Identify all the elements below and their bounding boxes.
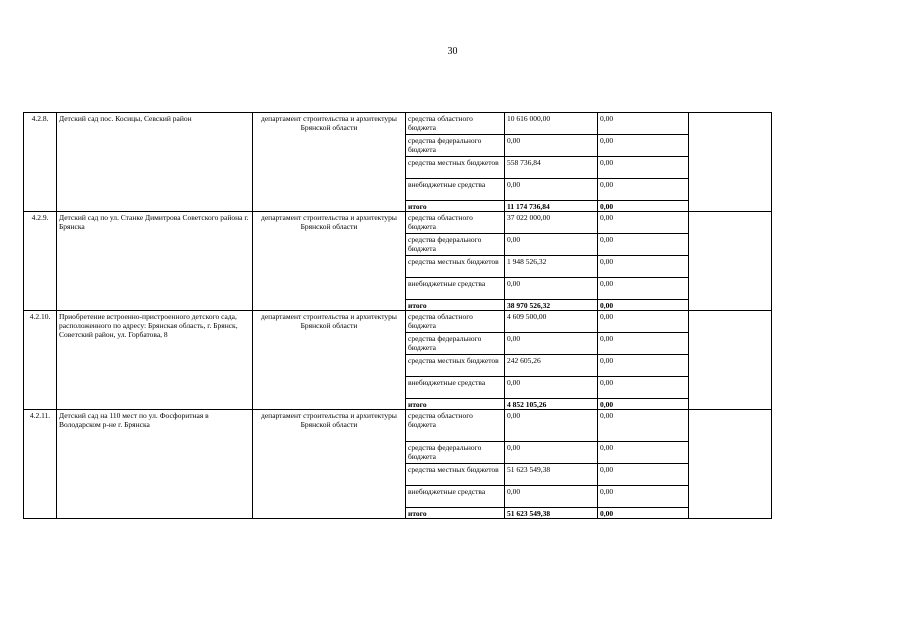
funding-source-label: средства местных бюджетов bbox=[406, 157, 505, 179]
funding-source-label: средства местных бюджетов bbox=[406, 256, 505, 278]
funding-value2: 0,00 bbox=[598, 333, 689, 355]
item-name: Детский сад по ул. Станке Димитрова Советского района г. Брянска bbox=[57, 212, 253, 311]
total-value2: 0,00 bbox=[598, 201, 689, 212]
funding-source-label: средства федерального бюджета bbox=[406, 135, 505, 157]
funding-value2: 0,00 bbox=[598, 486, 689, 508]
funding-source-label: внебюджетные средства bbox=[406, 377, 505, 399]
total-value2: 0,00 bbox=[598, 399, 689, 410]
funding-value2: 0,00 bbox=[598, 355, 689, 377]
total-amount: 11 174 736,84 bbox=[505, 201, 598, 212]
funding-value2: 0,00 bbox=[598, 157, 689, 179]
total-amount: 51 623 549,38 bbox=[505, 508, 598, 519]
funding-amount: 0,00 bbox=[505, 486, 598, 508]
total-label: итого bbox=[406, 399, 505, 410]
funding-amount: 0,00 bbox=[505, 442, 598, 464]
funding-source-label: средства местных бюджетов bbox=[406, 464, 505, 486]
item-name: Приобретение встроенно-пристроенного детского сада, расположенного по адресу: Брянская область, г. Брянск, Советский район, ул. Горбатова, 8 bbox=[57, 311, 253, 410]
empty-cell bbox=[689, 311, 772, 410]
table-row bbox=[24, 410, 772, 442]
item-number: 4.2.11. bbox=[24, 410, 57, 519]
funding-source-label: средства областного бюджета bbox=[406, 212, 505, 234]
funding-value2: 0,00 bbox=[598, 377, 689, 399]
funding-value2: 0,00 bbox=[598, 464, 689, 486]
item-department: департамент строительства и архитектуры Брянской области bbox=[253, 311, 406, 410]
table-row bbox=[24, 113, 772, 135]
item-department: департамент строительства и архитектуры Брянской области bbox=[253, 212, 406, 311]
funding-value2: 0,00 bbox=[598, 234, 689, 256]
item-name: Детский сад пос. Косицы, Севский район bbox=[57, 113, 253, 212]
funding-amount: 0,00 bbox=[505, 234, 598, 256]
empty-cell bbox=[689, 410, 772, 519]
empty-cell bbox=[689, 113, 772, 212]
funding-source-label: средства федерального бюджета bbox=[406, 442, 505, 464]
funding-source-label: средства областного бюджета bbox=[406, 311, 505, 333]
funding-source-label: средства областного бюджета bbox=[406, 113, 505, 135]
funding-amount: 0,00 bbox=[505, 179, 598, 201]
funding-value2: 0,00 bbox=[598, 135, 689, 157]
item-department: департамент строительства и архитектуры Брянской области bbox=[253, 113, 406, 212]
funding-amount: 1 948 526,32 bbox=[505, 256, 598, 278]
funding-source-label: средства федерального бюджета bbox=[406, 333, 505, 355]
item-number: 4.2.8. bbox=[24, 113, 57, 212]
budget-table bbox=[23, 112, 772, 519]
total-label: итого bbox=[406, 201, 505, 212]
funding-amount: 0,00 bbox=[505, 410, 598, 442]
funding-value2: 0,00 bbox=[598, 212, 689, 234]
funding-amount: 37 022 000,00 bbox=[505, 212, 598, 234]
funding-value2: 0,00 bbox=[598, 410, 689, 442]
total-value2: 0,00 bbox=[598, 300, 689, 311]
funding-value2: 0,00 bbox=[598, 311, 689, 333]
table-row bbox=[24, 212, 772, 234]
total-amount: 38 970 526,32 bbox=[505, 300, 598, 311]
funding-amount: 0,00 bbox=[505, 135, 598, 157]
total-amount: 4 852 105,26 bbox=[505, 399, 598, 410]
item-name: Детский сад на 110 мест по ул. Фосфоритная в Володарском р-не г. Брянска bbox=[57, 410, 253, 519]
funding-amount: 242 605,26 bbox=[505, 355, 598, 377]
item-department: департамент строительства и архитектуры Брянской области bbox=[253, 410, 406, 519]
funding-source-label: средства местных бюджетов bbox=[406, 355, 505, 377]
funding-amount: 0,00 bbox=[505, 377, 598, 399]
item-number: 4.2.10. bbox=[24, 311, 57, 410]
funding-value2: 0,00 bbox=[598, 442, 689, 464]
page-number: 30 bbox=[447, 46, 458, 57]
funding-source-label: внебюджетные средства bbox=[406, 278, 505, 300]
empty-cell bbox=[689, 212, 772, 311]
funding-amount: 4 609 500,00 bbox=[505, 311, 598, 333]
total-label: итого bbox=[406, 508, 505, 519]
total-label: итого bbox=[406, 300, 505, 311]
total-value2: 0,00 bbox=[598, 508, 689, 519]
funding-value2: 0,00 bbox=[598, 256, 689, 278]
budget-table-body bbox=[24, 113, 772, 519]
funding-value2: 0,00 bbox=[598, 179, 689, 201]
funding-source-label: средства областного бюджета bbox=[406, 410, 505, 442]
funding-source-label: внебюджетные средства bbox=[406, 179, 505, 201]
funding-source-label: внебюджетные средства bbox=[406, 486, 505, 508]
funding-value2: 0,00 bbox=[598, 278, 689, 300]
funding-value2: 0,00 bbox=[598, 113, 689, 135]
funding-amount: 558 736,84 bbox=[505, 157, 598, 179]
table-row bbox=[24, 311, 772, 333]
funding-amount: 51 623 549,38 bbox=[505, 464, 598, 486]
funding-amount: 0,00 bbox=[505, 278, 598, 300]
item-number: 4.2.9. bbox=[24, 212, 57, 311]
funding-amount: 10 616 000,00 bbox=[505, 113, 598, 135]
funding-amount: 0,00 bbox=[505, 333, 598, 355]
funding-source-label: средства федерального бюджета bbox=[406, 234, 505, 256]
